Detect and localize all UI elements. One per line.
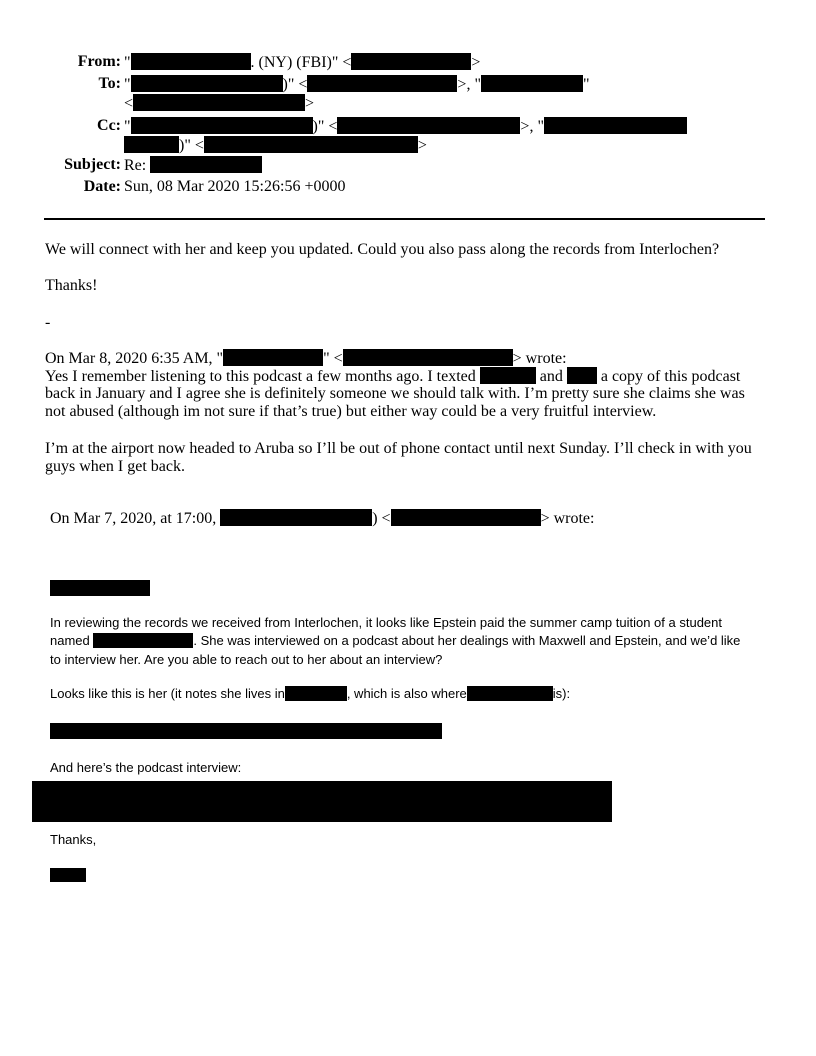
- redaction-block: [131, 53, 251, 70]
- date-label: Date:: [83, 178, 121, 195]
- subject-label: Subject:: [64, 156, 121, 173]
- quote2-line: In reviewing the records we received from Interlochen, it looks like Epstein paid the summer camp tuition of a student: [50, 615, 722, 630]
- to-row: [0, 75, 816, 95]
- redaction-block: [223, 349, 323, 366]
- redaction-block: [544, 117, 687, 134]
- subject-value: Re:: [124, 156, 262, 175]
- from-label: From:: [77, 53, 121, 70]
- redaction-block: [133, 94, 305, 111]
- redaction-block: [337, 117, 520, 134]
- quote2-line: to interview her. Are you able to reach out to her about an interview?: [50, 652, 443, 667]
- quote2-line: named . She was interviewed on a podcast about her dealings with Maxwell and Epstein, and we’d like: [50, 633, 741, 648]
- quote1-line: not abused (although im not sure if that’s true) but either way could be a very fruitful interview.: [45, 403, 657, 420]
- redaction-block: [351, 53, 471, 70]
- cc-row-continued: )" < >: [0, 136, 816, 156]
- redaction-block: [467, 686, 553, 701]
- cc-label: Cc:: [97, 117, 121, 134]
- cc-value: " )" < >, ": [124, 117, 687, 136]
- redaction-block: [343, 349, 513, 366]
- quote2-intro: On Mar 7, 2020, at 17:00, ) < > wrote:: [50, 510, 595, 527]
- redaction-block: [50, 868, 86, 882]
- redaction-block: [50, 580, 150, 596]
- redaction-block: [131, 75, 283, 92]
- redaction-block: [124, 136, 179, 153]
- redaction-block: [131, 117, 313, 134]
- quote1-line: I’m at the airport now headed to Aruba so I’ll be out of phone contact until next Sunday. I’ll check in with you: [45, 440, 752, 457]
- redaction-block: [220, 509, 372, 526]
- from-row: [0, 53, 816, 73]
- subject-row: [0, 156, 816, 176]
- signature-dash: -: [45, 314, 51, 331]
- date-value: Sun, 08 Mar 2020 15:26:56 +0000: [124, 178, 346, 195]
- quote2-closing: Thanks,: [50, 832, 97, 847]
- to-row-continued: < >: [124, 95, 315, 112]
- redaction-block: [50, 723, 442, 739]
- reply-thanks: Thanks!: [45, 277, 98, 294]
- quote2-line: And here’s the podcast interview:: [50, 760, 242, 775]
- quote2-line: Looks like this is her (it notes she lives in , which is also where is):: [50, 686, 571, 701]
- header-divider: [44, 218, 765, 220]
- cc-row: [0, 117, 816, 137]
- to-label: To:: [98, 75, 121, 92]
- redaction-block: [481, 75, 583, 92]
- redaction-block: [480, 367, 536, 384]
- reply-text: We will connect with her and keep you updated. Could you also pass along the records from Interlochen?: [45, 241, 720, 258]
- to-value: " )" < >, " ": [124, 76, 590, 93]
- redaction-block: [204, 136, 418, 153]
- quote1-line: guys when I get back.: [45, 458, 185, 475]
- from-value: " . (NY) (FBI)" < >: [124, 54, 481, 71]
- quote1-line: back in January and I agree she is definitely someone we should talk with. I’m pretty sure she claims she was: [45, 385, 745, 402]
- quote1-line: Yes I remember listening to this podcast a few months ago. I texted and a copy of this podcast: [45, 368, 741, 385]
- redaction-block: [391, 509, 541, 526]
- redaction-block: [93, 633, 193, 648]
- redaction-block: [285, 686, 347, 701]
- redaction-block: [307, 75, 457, 92]
- date-row: [0, 178, 816, 198]
- redaction-block: [32, 781, 612, 822]
- quote1-intro: On Mar 8, 2020 6:35 AM, " " < > wrote:: [45, 350, 567, 367]
- redaction-block: [567, 367, 597, 384]
- redaction-block: [150, 156, 262, 173]
